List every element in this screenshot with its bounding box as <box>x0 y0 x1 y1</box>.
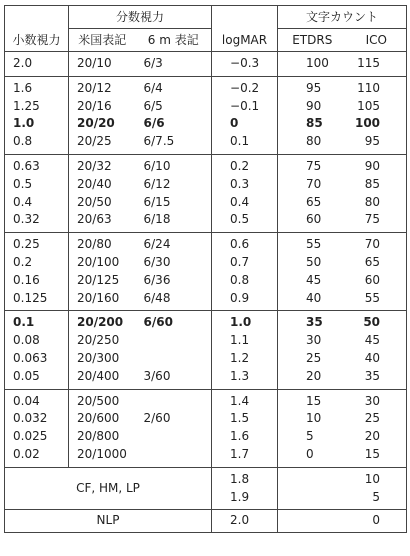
cell-logmar: 1.1 <box>212 332 278 350</box>
cell-6m: 6/18 <box>136 211 212 232</box>
cell-logmar: 1.3 <box>212 368 278 389</box>
table-row <box>5 350 407 368</box>
cell-decimal: 1.6 <box>5 76 69 97</box>
cell-us: 20/800 <box>69 428 136 446</box>
cell-etdrs: 15 <box>278 389 347 410</box>
cell-us: 20/10 <box>69 52 136 77</box>
cell-ico: 50 <box>347 311 407 332</box>
cell-logmar: 0 <box>212 115 278 133</box>
cell-logmar: 0.8 <box>212 272 278 290</box>
table-row <box>5 332 407 350</box>
cell-logmar: 0.2 <box>212 154 278 175</box>
table-row <box>5 154 407 175</box>
cell-ico: 30 <box>347 389 407 410</box>
cell-us: 20/63 <box>69 211 136 232</box>
cell-decimal: 0.1 <box>5 311 69 332</box>
header-decimal: 小数視力 <box>5 29 69 52</box>
cell-etdrs: 65 <box>278 194 347 212</box>
cf-etdrs-2 <box>278 489 347 510</box>
cell-decimal: 1.0 <box>5 115 69 133</box>
header-row-sub <box>5 29 407 52</box>
cf-ico-1: 10 <box>347 467 407 488</box>
cell-logmar: 1.7 <box>212 446 278 467</box>
cf-label: CF, HM, LP <box>5 467 212 510</box>
cell-ico: 115 <box>347 52 407 77</box>
table-row <box>5 389 407 410</box>
cf-ico-2: 5 <box>347 489 407 510</box>
cell-etdrs: 35 <box>278 311 347 332</box>
nlp-ico: 0 <box>347 510 407 533</box>
header-letter-count-group: 文字カウント <box>278 6 407 29</box>
table-row <box>5 233 407 254</box>
cell-us: 20/16 <box>69 98 136 116</box>
header-logmar: logMAR <box>212 29 278 52</box>
cell-us: 20/80 <box>69 233 136 254</box>
cell-etdrs: 100 <box>278 52 347 77</box>
header-ico: ICO <box>347 29 407 52</box>
cell-decimal: 0.2 <box>5 254 69 272</box>
table-row <box>5 254 407 272</box>
header-row-top <box>5 6 407 29</box>
cell-us: 20/125 <box>69 272 136 290</box>
cell-6m: 6/30 <box>136 254 212 272</box>
cell-decimal: 0.02 <box>5 446 69 467</box>
nlp-logmar: 2.0 <box>212 510 278 533</box>
nlp-label: NLP <box>5 510 212 533</box>
cell-6m: 6/5 <box>136 98 212 116</box>
nlp-row <box>5 510 407 533</box>
table-row <box>5 410 407 428</box>
table-row <box>5 133 407 154</box>
cell-ico: 65 <box>347 254 407 272</box>
cell-decimal: 0.5 <box>5 176 69 194</box>
header-spacer-logmar <box>212 6 278 29</box>
cell-6m <box>136 389 212 410</box>
table-body <box>5 52 407 468</box>
cell-ico: 15 <box>347 446 407 467</box>
cell-decimal: 0.025 <box>5 428 69 446</box>
cell-6m <box>136 446 212 467</box>
cell-decimal: 0.4 <box>5 194 69 212</box>
cell-ico: 60 <box>347 272 407 290</box>
table-row <box>5 52 407 77</box>
cell-etdrs: 45 <box>278 272 347 290</box>
cell-etdrs: 30 <box>278 332 347 350</box>
cell-logmar: 1.2 <box>212 350 278 368</box>
cell-decimal: 0.125 <box>5 290 69 311</box>
cell-ico: 105 <box>347 98 407 116</box>
cell-6m: 6/4 <box>136 76 212 97</box>
header-fraction-group: 分数視力 <box>69 6 212 29</box>
header-etdrs: ETDRS <box>278 29 347 52</box>
cell-us: 20/500 <box>69 389 136 410</box>
cf-row-1 <box>5 467 407 488</box>
table-row <box>5 76 407 97</box>
cell-6m <box>136 350 212 368</box>
cell-etdrs: 70 <box>278 176 347 194</box>
cell-decimal: 0.032 <box>5 410 69 428</box>
cell-us: 20/12 <box>69 76 136 97</box>
table-row <box>5 446 407 467</box>
cell-etdrs: 75 <box>278 154 347 175</box>
cell-etdrs: 5 <box>278 428 347 446</box>
cell-6m: 3/60 <box>136 368 212 389</box>
cell-logmar: 0.6 <box>212 233 278 254</box>
table-row <box>5 272 407 290</box>
cell-etdrs: 25 <box>278 350 347 368</box>
table-footer <box>5 467 407 533</box>
cell-decimal: 0.32 <box>5 211 69 232</box>
cell-etdrs: 55 <box>278 233 347 254</box>
cell-logmar: 1.0 <box>212 311 278 332</box>
cell-ico: 85 <box>347 176 407 194</box>
cell-decimal: 0.08 <box>5 332 69 350</box>
header-6m: 6 m 表記 <box>136 29 212 52</box>
table-row <box>5 115 407 133</box>
cell-us: 20/40 <box>69 176 136 194</box>
cf-logmar-1: 1.8 <box>212 467 278 488</box>
cell-etdrs: 60 <box>278 211 347 232</box>
cell-ico: 110 <box>347 76 407 97</box>
cell-decimal: 0.04 <box>5 389 69 410</box>
cell-logmar: −0.1 <box>212 98 278 116</box>
cell-decimal: 0.063 <box>5 350 69 368</box>
cell-etdrs: 50 <box>278 254 347 272</box>
cf-etdrs-1 <box>278 467 347 488</box>
cell-6m: 6/7.5 <box>136 133 212 154</box>
cell-logmar: 1.6 <box>212 428 278 446</box>
nlp-etdrs <box>278 510 347 533</box>
cell-ico: 80 <box>347 194 407 212</box>
cell-ico: 40 <box>347 350 407 368</box>
cell-us: 20/160 <box>69 290 136 311</box>
cell-decimal: 2.0 <box>5 52 69 77</box>
cell-6m: 6/24 <box>136 233 212 254</box>
cell-decimal: 0.63 <box>5 154 69 175</box>
cell-ico: 35 <box>347 368 407 389</box>
table-row <box>5 194 407 212</box>
cell-etdrs: 0 <box>278 446 347 467</box>
cell-6m: 6/15 <box>136 194 212 212</box>
cell-etdrs: 80 <box>278 133 347 154</box>
cell-us: 20/600 <box>69 410 136 428</box>
table-row <box>5 211 407 232</box>
cell-etdrs: 85 <box>278 115 347 133</box>
cell-etdrs: 90 <box>278 98 347 116</box>
cell-decimal: 0.8 <box>5 133 69 154</box>
visual-acuity-conversion-table <box>4 5 407 533</box>
cell-ico: 55 <box>347 290 407 311</box>
cell-decimal: 0.16 <box>5 272 69 290</box>
cell-logmar: 1.4 <box>212 389 278 410</box>
cell-us: 20/1000 <box>69 446 136 467</box>
cell-decimal: 0.25 <box>5 233 69 254</box>
cell-us: 20/50 <box>69 194 136 212</box>
cell-logmar: 1.5 <box>212 410 278 428</box>
cell-6m <box>136 428 212 446</box>
table-row <box>5 98 407 116</box>
cell-logmar: 0.3 <box>212 176 278 194</box>
header-spacer-decimal <box>5 6 69 29</box>
cell-6m: 6/3 <box>136 52 212 77</box>
cell-etdrs: 10 <box>278 410 347 428</box>
cell-logmar: −0.3 <box>212 52 278 77</box>
cell-etdrs: 40 <box>278 290 347 311</box>
cell-us: 20/100 <box>69 254 136 272</box>
cell-logmar: 0.1 <box>212 133 278 154</box>
cell-logmar: 0.4 <box>212 194 278 212</box>
cell-6m: 6/48 <box>136 290 212 311</box>
cell-decimal: 0.05 <box>5 368 69 389</box>
table-row <box>5 368 407 389</box>
cell-ico: 95 <box>347 133 407 154</box>
cell-6m: 6/60 <box>136 311 212 332</box>
table-row <box>5 290 407 311</box>
cell-us: 20/32 <box>69 154 136 175</box>
table-row <box>5 176 407 194</box>
cell-6m: 6/10 <box>136 154 212 175</box>
cell-6m: 6/6 <box>136 115 212 133</box>
table-row <box>5 428 407 446</box>
cell-us: 20/300 <box>69 350 136 368</box>
cell-ico: 75 <box>347 211 407 232</box>
cell-us: 20/20 <box>69 115 136 133</box>
cell-ico: 25 <box>347 410 407 428</box>
cell-us: 20/200 <box>69 311 136 332</box>
cell-us: 20/250 <box>69 332 136 350</box>
cf-logmar-2: 1.9 <box>212 489 278 510</box>
cell-decimal: 1.25 <box>5 98 69 116</box>
cell-6m: 2/60 <box>136 410 212 428</box>
cell-logmar: 0.5 <box>212 211 278 232</box>
cell-logmar: 0.9 <box>212 290 278 311</box>
cell-6m <box>136 332 212 350</box>
cell-etdrs: 20 <box>278 368 347 389</box>
table-row <box>5 311 407 332</box>
cell-us: 20/25 <box>69 133 136 154</box>
header-us: 米国表記 <box>69 29 136 52</box>
cell-ico: 45 <box>347 332 407 350</box>
cell-6m: 6/36 <box>136 272 212 290</box>
cell-ico: 100 <box>347 115 407 133</box>
cell-etdrs: 95 <box>278 76 347 97</box>
cell-us: 20/400 <box>69 368 136 389</box>
cell-ico: 70 <box>347 233 407 254</box>
cell-logmar: −0.2 <box>212 76 278 97</box>
cell-ico: 20 <box>347 428 407 446</box>
cell-logmar: 0.7 <box>212 254 278 272</box>
cell-ico: 90 <box>347 154 407 175</box>
cell-6m: 6/12 <box>136 176 212 194</box>
